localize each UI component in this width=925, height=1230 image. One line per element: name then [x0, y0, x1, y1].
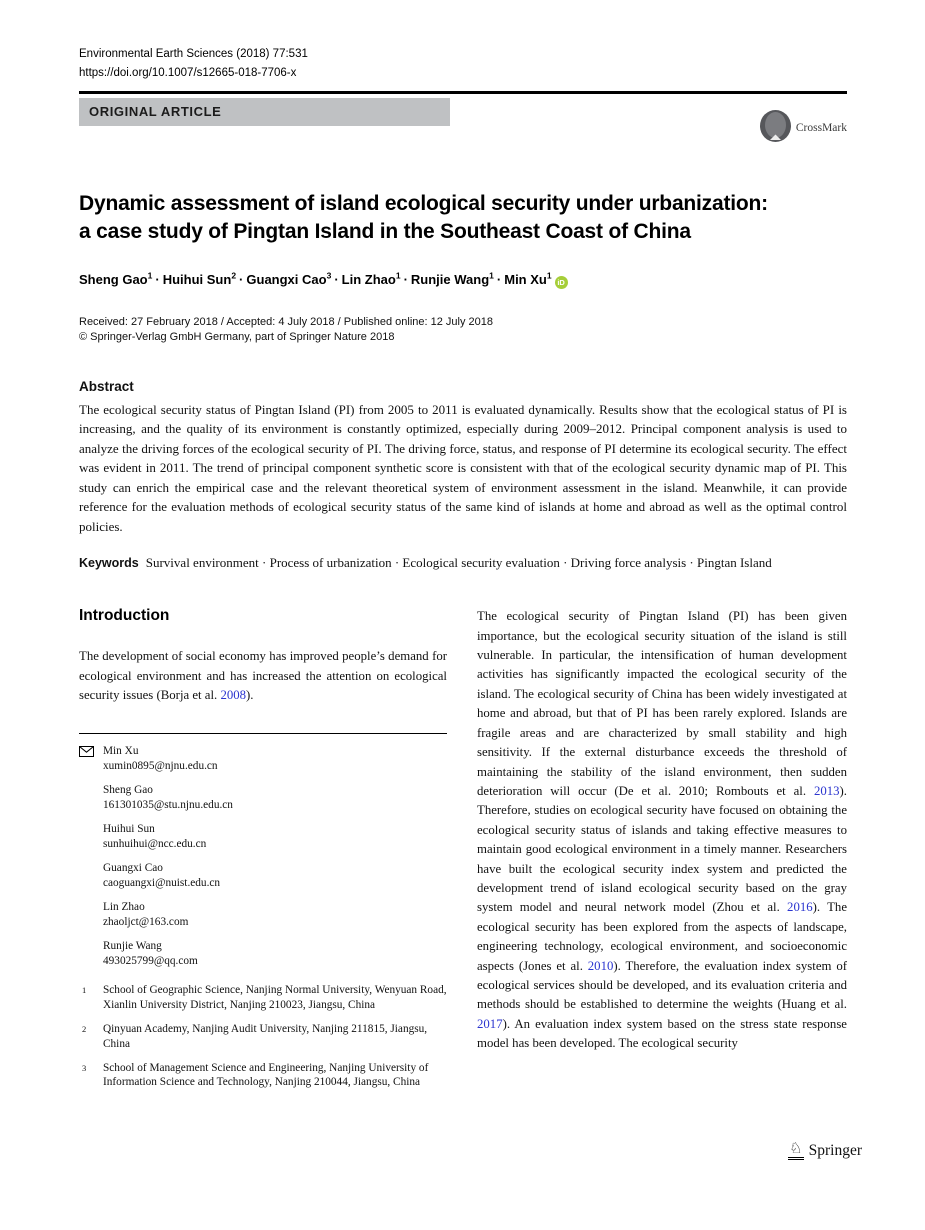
- citation-link[interactable]: 2017: [477, 1016, 503, 1031]
- affiliation-number: 2: [82, 1024, 87, 1035]
- authors-line: [79, 272, 847, 289]
- contributor-list: [79, 783, 447, 969]
- author-separator: ·: [155, 271, 160, 287]
- springer-knight-icon: ♘: [788, 1141, 803, 1160]
- paragraph-text: ). Therefore, the evaluation index system of ecological services should be developed, and its evaluation criteria and methods should be established to determine the weights (Huang et al.: [477, 958, 847, 1012]
- section-heading-introduction: Introduction: [79, 607, 170, 625]
- author-name: Huihui Sun$^2$: [162, 270, 237, 287]
- keywords-label: Keywords: [79, 555, 139, 570]
- citation-link[interactable]: 2010: [587, 958, 614, 973]
- intro-paragraph-right: [477, 607, 847, 1053]
- affiliation-item: [79, 1061, 447, 1091]
- author-separator: ·: [496, 271, 502, 287]
- affiliation-text: School of Management Science and Engineering, Nanjing University of Information Science and Technology, Nanjing 210044, Jiangsu, China: [103, 1061, 429, 1089]
- affiliation-list: [79, 983, 447, 1090]
- contributor-entry: [79, 900, 447, 930]
- contributor-email[interactable]: 493025799@qq.com: [103, 955, 198, 968]
- author-separator: ·: [239, 271, 244, 287]
- paper-title: [79, 190, 847, 246]
- crossmark-badge[interactable]: [759, 109, 847, 148]
- affiliation-number: 3: [82, 1062, 87, 1073]
- affiliation-number: 1: [82, 985, 87, 996]
- contributor-name: Lin Zhao: [103, 901, 145, 914]
- contributor-entry: [79, 939, 447, 969]
- affiliation-text: Qinyuan Academy, Nanjing Audit University, Nanjing 211815, Jiangsu, China: [103, 1023, 428, 1050]
- contributor-entry: [79, 783, 447, 813]
- intro-paragraph-left: [79, 647, 447, 705]
- paragraph-text: The development of social economy has improved people’s demand for ecological environment and has increased the attention on ecological security issues (Borja et al.: [79, 649, 447, 703]
- contributor-email[interactable]: zhaoljct@163.com: [103, 916, 189, 929]
- author-separator: ·: [334, 271, 339, 287]
- paragraph-text: The ecological security of Pingtan Island (PI) has been given importance, but the ecological security situation of the island is still vulnerable. In particular, the intensification of human development activities has significantly impacted the ecological security of the island. The ecological security of China has been widely investigated at home and abroad, but that of PI has been rarely explored. Islands are fragile areas and are characterized by small stability and high sensitivity. If the external disturbance exceeds the threshold of maintaining the stability of the island environment, then sudden deterioration will occur (De et al. 2010; Rombouts et al.: [477, 609, 847, 798]
- paper-title-line1: Dynamic assessment of island ecological security under urbanization:: [79, 191, 768, 215]
- author-name: Min Xu$^1$: [504, 270, 552, 287]
- affiliation-item: [79, 1022, 447, 1052]
- orcid-icon[interactable]: iD: [555, 276, 568, 289]
- affiliation-text: School of Geographic Science, Nanjing Normal University, Wenyuan Road, Xianlin University District, Nanjing 210023, Jiangsu, China: [103, 984, 447, 1012]
- author-name: Sheng Gao$^1$: [79, 270, 153, 287]
- contributor-entry: [79, 861, 447, 891]
- author-separator: ·: [403, 271, 408, 287]
- citation-link[interactable]: 2008: [220, 688, 247, 703]
- crossmark-label: CrossMark: [795, 122, 847, 134]
- contributor-name: Huihui Sun: [103, 823, 155, 836]
- paper-title-line2: a case study of Pingtan Island in the Southeast Coast of China: [79, 219, 691, 243]
- contributor-email[interactable]: caoguangxi@nuist.edu.cn: [103, 877, 221, 890]
- abstract-heading: Abstract: [79, 378, 134, 394]
- paragraph-text: ). An evaluation index system based on the stress state response model has been developed. The ecological security: [477, 1016, 847, 1051]
- paragraph-text: ).: [246, 688, 254, 703]
- paragraph-text: ). The ecological security has been explored from the aspects of landscape, engineering technology, ecological environment, and socioeconomic aspects (Jones et al.: [477, 900, 848, 973]
- contributor-name: Sheng Gao: [103, 784, 153, 797]
- footnote-rule: [79, 733, 447, 734]
- author-name: Runjie Wang$^1$: [410, 270, 494, 287]
- correspondence-email[interactable]: xumin0895@njnu.edu.cn: [103, 760, 218, 773]
- springer-label: Springer: [808, 1142, 862, 1159]
- abstract-text: The ecological security status of Pingtan Island (PI) from 2005 to 2011 is evaluated dynamically. Results show that the ecological status of PI is increasing, and the quality of its environment is constantly optimized, especially during 2009–2012. Principal component analysis is used to analyze the driving forces of the ecological security of PI. The driving force, status, and response of PI determine its ecological security. The effect was evident in 2011. The trend of principal component synthetic score is consistent with that of the ecological security dynamic map of PI. This study can enrich the empirical case and the relevant theoretical system of environment assessment in the island. Meanwhile, it can provide reference for the evaluation methods of ecological security status of the same kind of islands at home and abroad as well as the optimal control policies.: [79, 401, 847, 535]
- contributor-name: Guangxi Cao: [103, 862, 163, 875]
- author-name: Lin Zhao$^1$: [341, 270, 401, 287]
- footnote-block: [79, 733, 447, 1090]
- header-rule: [79, 91, 847, 94]
- springer-logo: [788, 1141, 862, 1160]
- journal-title: Environmental Earth Sciences (2018) 77:531: [79, 48, 308, 60]
- envelope-icon: [79, 746, 94, 762]
- contributor-email[interactable]: 161301035@stu.njnu.edu.cn: [103, 799, 233, 812]
- contributor-name: Runjie Wang: [103, 940, 162, 953]
- correspondence-entry: [79, 744, 447, 774]
- copyright-line: © Springer-Verlag GmbH Germany, part of Springer Nature 2018: [79, 330, 395, 343]
- contributor-entry: [79, 822, 447, 852]
- citation-link[interactable]: 2013: [813, 783, 840, 798]
- dates-line: Received: 27 February 2018 / Accepted: 4 July 2018 / Published online: 12 July 2018: [79, 315, 493, 328]
- author-name: Guangxi Cao$^3$: [246, 270, 332, 287]
- correspondence-name: Min Xu: [103, 745, 139, 758]
- citation-link[interactable]: 2016: [787, 900, 813, 915]
- paragraph-text: ). Therefore, studies on ecological security have focused on obtaining the ecological security status of islands and taking effective measures to maintain good ecological environment in a timely manner. Researchers have built the ecological security index system and predicted the development trend of island ecological security based on the gray system model and neural network model (Zhou et al.: [477, 783, 847, 915]
- affiliation-item: [79, 983, 447, 1013]
- doi-link[interactable]: https://doi.org/10.1007/s12665-018-7706-x: [79, 66, 297, 79]
- contributor-email[interactable]: sunhuihui@ncc.edu.cn: [103, 838, 207, 851]
- keywords-line: [79, 553, 847, 574]
- crossmark-icon: [759, 109, 792, 148]
- keywords-text: Survival environment · Process of urbanization · Ecological security evaluation · Driving force analysis · Pingtan Island: [145, 554, 772, 570]
- article-type-banner: ORIGINAL ARTICLE: [79, 98, 450, 126]
